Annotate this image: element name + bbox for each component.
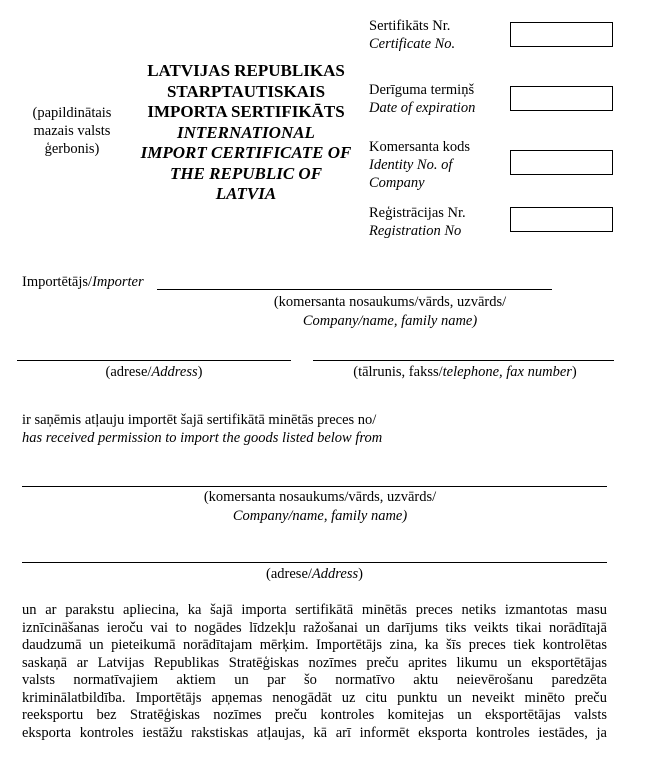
caption-close: ) (358, 566, 363, 582)
company-id-label (369, 138, 470, 192)
caption-close: ) (197, 364, 203, 380)
field-label-en: Company (369, 175, 425, 191)
coat-note-line: ģerbonis) (44, 141, 100, 157)
caption-en: telephone, fax number (442, 364, 572, 380)
permission-lv: ir saņēmis atļauju importēt šajā sertifikātā minētās preces no/ (22, 412, 377, 428)
field-label-en: Certificate No. (369, 36, 456, 52)
phone-caption (305, 363, 625, 382)
coat-of-arms-note (22, 104, 122, 158)
field-label-en: Date of expiration (369, 100, 476, 116)
caption-lv: (komersanta nosaukums/vārds, uzvārds/ (203, 489, 437, 505)
title-lv-line: IMPORTA SERTIFIKĀTS (147, 102, 345, 121)
caption-en: Company/name, family name) (232, 508, 408, 524)
title-en-line: LATVIA (215, 184, 277, 203)
declaration-line: reeksportu bez Stratēģiskas nozīmes preču kontroles komitejas un eksportētājas valsts (22, 707, 607, 723)
title-lv-line: STARPTAUTISKAIS (166, 81, 326, 101)
declaration-line: un ar parakstu apliecina, ka šajā importa sertifikātā minētās preces netiks izmantotas masu (22, 602, 607, 618)
importer-label-lv: Importētājs/ (22, 274, 93, 290)
declaration-line: kriminālatbildība. Importētājs apņemas nenogādāt uz citu punktu un neveikt minēto preču (22, 689, 607, 706)
declaration-line: saskaņā ar Latvijas Republikas Stratēģiskas nozīmes preču aprites likumu un eksportētājas (22, 654, 607, 671)
document-title (122, 61, 370, 205)
declaration-line: valsts normatīvajiem aktiem un par šo normatīvo aktu neievērošanu paredzēta (22, 672, 607, 688)
exporter-address-line[interactable] (22, 562, 607, 563)
caption-close: ) (571, 364, 577, 380)
address-caption (17, 363, 291, 382)
caption-en: Company/name, family name) (302, 313, 478, 329)
coat-note-line: mazais valsts (33, 123, 111, 139)
expiration-date-label (369, 81, 475, 117)
field-label-lv: Derīguma termiņš (369, 82, 475, 98)
importer-label-en: Importer (92, 274, 144, 290)
caption-lv: (adrese/ (105, 364, 152, 380)
title-en-line: THE REPUBLIC OF (169, 163, 323, 183)
field-label-lv: Komersanta kods (369, 139, 471, 155)
coat-note-line: (papildinātais (32, 105, 112, 121)
declaration-line: iznīcināšanas ieroču vai to nogādes līdzekļu ražošanai un darījums tiks veikts tikai norādītajā (22, 619, 607, 636)
exporter-caption (120, 488, 520, 526)
caption-en: Address (311, 566, 359, 582)
certificate-no-label (369, 17, 455, 53)
importer-phone-line[interactable] (313, 360, 614, 361)
importer-caption (200, 293, 580, 331)
title-en-line: IMPORT CERTIFICATE OF (140, 143, 352, 162)
caption-lv: (tālrunis, fakss/ (353, 364, 443, 380)
caption-en: Address (151, 364, 198, 380)
importer-address-line[interactable] (17, 360, 291, 361)
certificate-no-field[interactable] (510, 22, 613, 47)
permission-statement (22, 411, 622, 447)
title-en-line: INTERNATIONAL (177, 122, 315, 142)
caption-lv: (adrese/ (266, 566, 312, 582)
registration-no-field[interactable] (510, 207, 613, 232)
field-label-en: Identity No. of (369, 157, 453, 173)
declaration-line: eksporta kontroles iestāžu rakstiskas atļaujas, kā arī informēt eksporta kontroles iestādes, ja (22, 724, 607, 741)
declaration-line: daudzumā un pieteikumā norādītajam mērķim. Importētājs zina, ka šīs preces tiek kontrolētas (22, 637, 607, 653)
title-lv-line: LATVIJAS REPUBLIKAS (147, 61, 345, 80)
permission-en: has received permission to import the goods listed below from (22, 430, 383, 446)
importer-name-line[interactable] (157, 289, 552, 290)
registration-no-label (369, 204, 466, 240)
company-id-field[interactable] (510, 150, 613, 175)
exporter-address-caption (22, 565, 607, 584)
field-label-lv: Reģistrācijas Nr. (369, 205, 466, 221)
caption-lv: (komersanta nosaukums/vārds, uzvārds/ (273, 294, 507, 310)
exporter-name-line[interactable] (22, 486, 607, 487)
importer-label (22, 273, 144, 291)
field-label-lv: Sertifikāts Nr. (369, 18, 451, 34)
field-label-en: Registration No (369, 223, 462, 239)
expiration-date-field[interactable] (510, 86, 613, 111)
declaration-paragraph (22, 602, 607, 742)
